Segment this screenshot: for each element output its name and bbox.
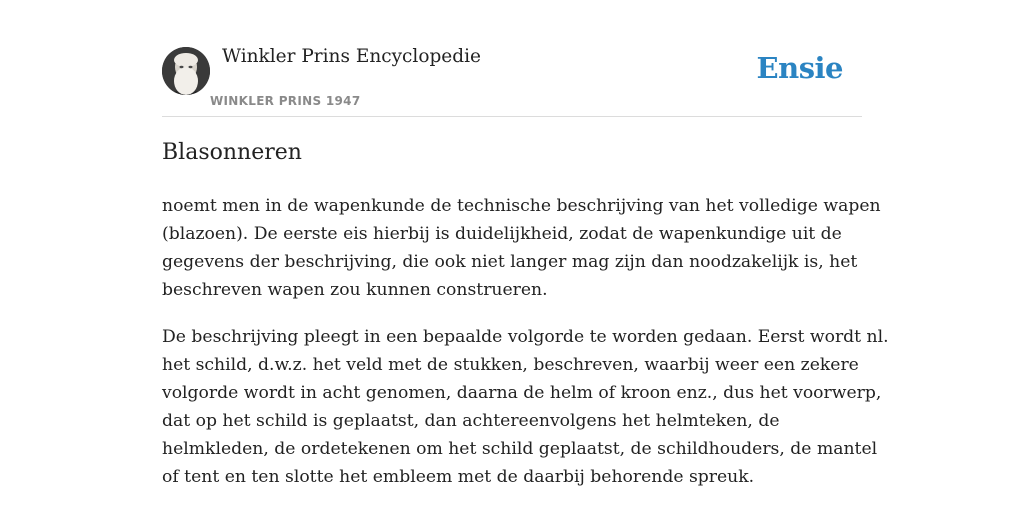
- article-body: [162, 192, 889, 510]
- paragraph-line: beschreven wapen zou kunnen construeren.: [162, 280, 548, 300]
- paragraph-line: De beschrijving pleegt in een bepaalde volgorde te worden gedaan. Eerst wordt nl.: [162, 327, 889, 347]
- portrait-avatar-icon[interactable]: [162, 47, 210, 95]
- paragraph-line: volgorde wordt in acht genomen, daarna de helm of kroon enz., dus het voorwerp,: [162, 383, 882, 403]
- ensie-logo[interactable]: Ensie: [756, 51, 843, 85]
- paragraph-line: of tent en ten slotte het embleem met de daarbij behorende spreuk.: [162, 467, 755, 487]
- page-container: [162, 0, 889, 487]
- paragraph-line: (blazoen). De eerste eis hierbij is duidelijkheid, zodat de wapenkundige uit de: [162, 224, 842, 244]
- paragraph-line: het schild, d.w.z. het veld met de stukken, beschreven, waarbij weer een zekere: [162, 355, 859, 375]
- paragraph-line: noemt men in de wapenkunde de technische beschrijving van het volledige wapen: [162, 196, 881, 216]
- paragraph-line: gegevens der beschrijving, die ook niet langer mag zijn dan noodzakelijk is, het: [162, 252, 858, 272]
- paragraph-line: helmkleden, de ordetekenen om het schild geplaatst, de schildhouders, de mantel: [162, 439, 878, 459]
- article-paragraph: [162, 192, 881, 304]
- source-name[interactable]: Winkler Prins Encyclopedie: [222, 46, 481, 67]
- article-title: Blasonneren: [162, 140, 302, 165]
- article-paragraph: [162, 323, 889, 491]
- paragraph-line: dat op het schild is geplaatst, dan achtereenvolgens het helmteken, de: [162, 411, 780, 431]
- source-edition: WINKLER PRINS 1947: [210, 94, 361, 108]
- source-header: [162, 0, 862, 117]
